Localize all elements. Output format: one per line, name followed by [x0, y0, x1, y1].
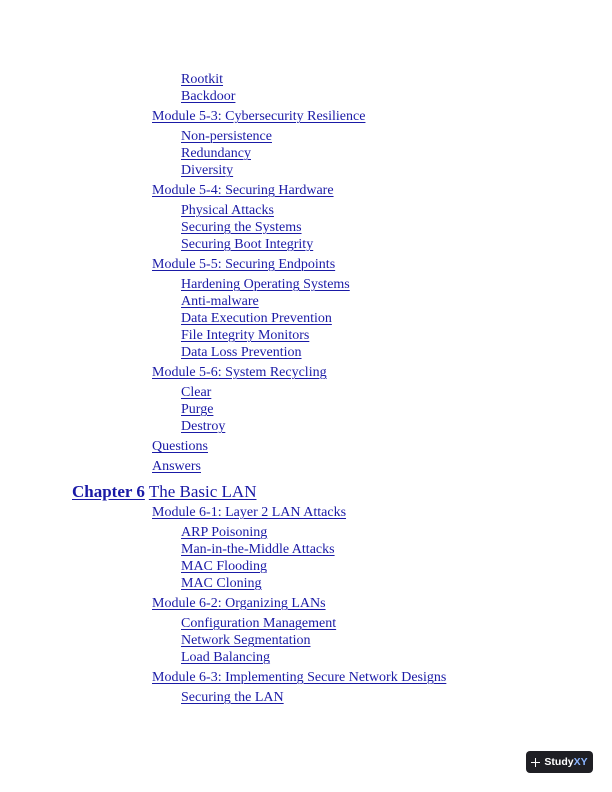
chapter-title-link[interactable]: The Basic LAN — [148, 482, 257, 501]
toc-link-redundancy[interactable]: Redundancy — [181, 146, 251, 161]
toc-link-non-persistence[interactable]: Non-persistence — [181, 129, 272, 144]
toc-entry[interactable] — [0, 541, 612, 558]
toc-link-physical-attacks[interactable]: Physical Attacks — [181, 203, 274, 218]
brand-accent: XY — [573, 756, 588, 768]
toc-link-hardening-os[interactable]: Hardening Operating Systems — [181, 277, 350, 292]
brand-text — [544, 756, 587, 768]
toc-entry[interactable] — [0, 438, 612, 455]
toc-entry[interactable] — [0, 558, 612, 575]
toc-entry[interactable] — [0, 236, 612, 253]
toc-entry[interactable] — [0, 575, 612, 592]
toc-link-securing-the-lan[interactable]: Securing the LAN — [181, 690, 284, 705]
toc-entry[interactable] — [0, 256, 612, 273]
toc-link-dlp[interactable]: Data Loss Prevention — [181, 345, 302, 360]
toc-entry[interactable] — [0, 162, 612, 179]
toc-link-module-5-4[interactable]: Module 5-4: Securing Hardware — [152, 183, 334, 198]
toc-link-module-5-6[interactable]: Module 5-6: System Recycling — [152, 365, 327, 380]
toc-entry[interactable] — [0, 595, 612, 612]
brand-main: Study — [544, 756, 574, 768]
toc-entry[interactable] — [0, 71, 612, 88]
toc-entry[interactable] — [0, 293, 612, 310]
toc-entry[interactable] — [0, 276, 612, 293]
toc-link-fim[interactable]: File Integrity Monitors — [181, 328, 310, 343]
toc-link-load-balancing[interactable]: Load Balancing — [181, 650, 271, 665]
toc-entry[interactable] — [0, 401, 612, 418]
toc-entry[interactable] — [0, 669, 612, 686]
toc-entry[interactable] — [0, 418, 612, 435]
toc-link-diversity[interactable]: Diversity — [181, 163, 234, 178]
toc-link-questions[interactable]: Questions — [152, 439, 208, 454]
toc-link-securing-boot-integrity[interactable]: Securing Boot Integrity — [181, 237, 314, 252]
toc-link-destroy[interactable]: Destroy — [181, 419, 226, 434]
toc-entry[interactable] — [0, 219, 612, 236]
toc-link-module-6-2[interactable]: Module 6-2: Organizing LANs — [152, 596, 326, 611]
toc-entry[interactable] — [0, 458, 612, 475]
toc-link-backdoor[interactable]: Backdoor — [181, 89, 236, 104]
toc-entry[interactable] — [0, 615, 612, 632]
plus-icon — [531, 758, 540, 767]
toc-entry[interactable] — [0, 182, 612, 199]
toc-link-config-management[interactable]: Configuration Management — [181, 616, 337, 631]
toc-entry[interactable] — [0, 632, 612, 649]
toc-entry[interactable] — [0, 88, 612, 105]
toc-entry[interactable] — [0, 384, 612, 401]
toc-entry[interactable] — [0, 128, 612, 145]
toc-entry[interactable] — [0, 327, 612, 344]
toc-entry[interactable] — [0, 649, 612, 666]
toc-entry[interactable] — [0, 108, 612, 125]
toc-link-module-5-5[interactable]: Module 5-5: Securing Endpoints — [152, 257, 336, 272]
toc-entry[interactable] — [0, 344, 612, 361]
toc-link-mac-cloning[interactable]: MAC Cloning — [181, 576, 262, 591]
chapter-heading[interactable] — [0, 482, 612, 502]
toc-link-dep[interactable]: Data Execution Prevention — [181, 311, 332, 326]
toc-entry[interactable] — [0, 202, 612, 219]
toc-entry[interactable] — [0, 310, 612, 327]
toc-link-answers[interactable]: Answers — [152, 459, 201, 474]
toc-entry[interactable] — [0, 524, 612, 541]
toc-link-clear[interactable]: Clear — [181, 385, 212, 400]
chapter-label-link[interactable]: Chapter 6 — [72, 482, 145, 501]
toc-link-arp-poisoning[interactable]: ARP Poisoning — [181, 525, 268, 540]
toc-link-mac-flooding[interactable]: MAC Flooding — [181, 559, 267, 574]
table-of-contents — [0, 71, 612, 706]
toc-link-purge[interactable]: Purge — [181, 402, 214, 417]
toc-entry[interactable] — [0, 504, 612, 521]
toc-entry[interactable] — [0, 689, 612, 706]
toc-link-module-6-3[interactable]: Module 6-3: Implementing Secure Network Designs — [152, 670, 447, 685]
toc-link-module-6-1[interactable]: Module 6-1: Layer 2 LAN Attacks — [152, 505, 347, 520]
toc-entry[interactable] — [0, 145, 612, 162]
studyxy-badge[interactable] — [526, 751, 593, 773]
toc-link-rootkit[interactable]: Rootkit — [181, 72, 224, 87]
toc-link-network-segmentation[interactable]: Network Segmentation — [181, 633, 311, 648]
toc-link-securing-the-systems[interactable]: Securing the Systems — [181, 220, 302, 235]
toc-link-anti-malware[interactable]: Anti-malware — [181, 294, 259, 309]
toc-entry[interactable] — [0, 364, 612, 381]
toc-link-module-5-3[interactable]: Module 5-3: Cybersecurity Resilience — [152, 109, 366, 124]
toc-link-mitm[interactable]: Man-in-the-Middle Attacks — [181, 542, 335, 557]
